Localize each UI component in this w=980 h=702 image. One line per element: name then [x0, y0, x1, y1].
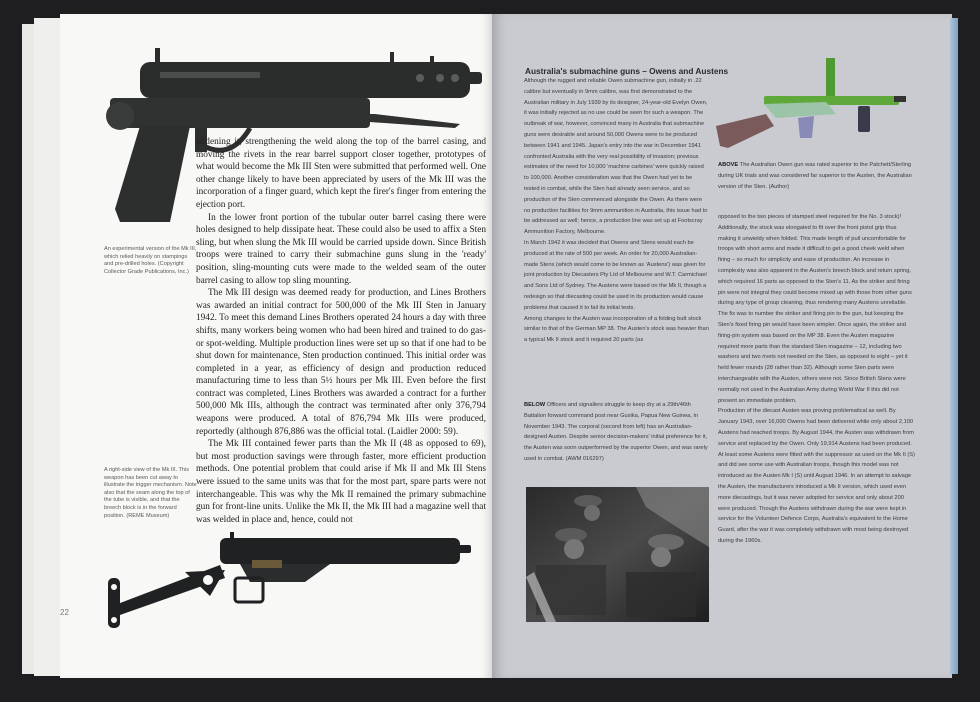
- mk3-sten-photo: [90, 530, 480, 630]
- body-paragraph: In March 1942 it was decided that Owens and Stens would each be produced at the rate of 500 per week. An order for 20,000 Australian-made Stens (which would come to be known as 'Austens') was given for joint production by Diecasters Pty Ltd of Melbourne and W.T. Carmichael and Sons Ltd of Sydney. The Austens were based on the Mk II, though a redesign so that diecasting could be used in its production would cause problems that caused it to fail its initial tests.: [524, 239, 707, 311]
- body-paragraph: In the lower front portion of the tubular outer barrel casing there were holes designed to help dissipate heat. These could also be used to affix a Sten sling, but when slung the Mk III would be carried upside down. Since British troops were trained to carry their submachine guns slung in the 'ready' position, sling-mounting cuts were made to the welded seam of the outer barrel casing to allow top sling mounting.: [196, 212, 486, 286]
- body-paragraph: At least some Austens were fitted with the suppressor as used on the Mk II (S) and did see some use with Australian troops, though this model was not introduced as the Austen Mk I (S) until August 1946. In an attempt to salvage the Austen, the manufacturers introduced a Mk II version, which used even more diecastings, but it was never adopted for service and only about 200 were produced. Though the Austens withdrawn during the war were kept in service for the Volunteer Defence Corps, Australia's equivalent to the Home Guard, after the war it was completely withdrawn with most being destroyed during the 1960s.: [718, 451, 915, 544]
- soldiers-command-post-photo: [526, 487, 709, 622]
- page-number: 22: [60, 608, 69, 617]
- body-paragraph: Although the rugged and reliable Owen submachine gun, initially in .22 calibre but eventually in 9mm calibre, was first demonstrated to the Australian military in July 1939 by its designer, 24-year-old Evelyn Owen, it was initially rejected as no use could be seen for such a weapon. The outbreak of war, however, convinced many in Australia that submachine guns were desirable and around 50,000 Owens were to be produced between 1941 and 1945. Japan's entry into the war in December 1941 confronted Australia with the very real possibility of invasion; previous estimates of the need for 10,000 'machine carbines' were quickly raised to 100,000. Another consideration was that the Owen had yet to be tested in combat, while the Sten had already seen service, and so production of the Sten commenced alongside the Owen. As there were no production facilities for 9mm ammunition in Australia, this issue had to be addressed as well; hence, a production line was set up at Footscray Ammunition Factory, Melbourne.: [524, 78, 708, 236]
- caption-below: [524, 400, 709, 465]
- body-paragraph: Production of the diecast Austen was proving problematical as well. By January 1943, over 16,000 Owens had been delivered while only about 2,100 Austens had reached troops. By August 1944, the Austen was withdrawn from service and replaced by the Owen. Only 19,914 Austens had been produced.: [718, 408, 915, 447]
- page-edge: [950, 18, 958, 674]
- body-paragraph: The Mk III contained fewer parts than the Mk II (48 as opposed to 69), but most production savings were through faster, more efficient production methods. One potential problem that could arise if Mk II and Mk III Stens were issued to the same units was that for the most part, spare parts were not interchangeable. This was why the Mk II remained the primary submachine gun for front-line units. Unlike the Mk II, the Mk III had a magazine well that was welded in place and, hence, could not: [196, 439, 486, 525]
- body-paragraph: The Mk III design was deemed ready for production, and Lines Brothers was awarded an initial contract for 500,000 of the Mk III Sten in January 1942. To meet this demand Lines Brothers operated 24 hours a day with three shifts, many workers being women who had been hired and trained to do gas- or spot-welding. Multiple production lines were set up so that if one had to be shut down for maintenance, Sten production continued. This initial order was completed in a year, as efficiency of design and production reduced manufacturing time to less than 5½ hours per Mk III. Even before the first contract was completed, Lines Brothers was awarded a contract for a further 500,000 Mk IIIs, although the contract was terminated after only 376,794 weapons were produced. A total of 876,794 Mk IIIs were produced, reportedly (although 876,886 was the official total. (Laidler 2000: 59).: [196, 288, 486, 437]
- caption-lead: ABOVE: [718, 162, 739, 168]
- right-col2-text: [718, 212, 916, 547]
- owen-gun-photo: [716, 56, 911, 156]
- caption-text: Officers and signallers struggle to keep dry at a 29th/46th Battalion forward command post near Gusika, Papua New Guinea, in November 1943. The corporal (second from left) has an Australian-designed Austen. Despite senior decision-makers' initial preference for it, the Austen was soon outperformed by the superior Owen, and was rarely used in combat. (AWM 016297): [524, 402, 708, 462]
- caption-text: The Australian Owen gun was rated superior to the Patchett/Sterling during UK trials and was considered far superior to the Austen, the Australian version of the Sten. (Author): [718, 162, 912, 190]
- caption-mk3-cutaway: A right-side view of the Mk III. This weapon has been cut away to illustrate the trigger mechanism. Note also that the seam along the top of the tube is visible, and that the breech block is in the forward position. (REME Museum): [104, 467, 197, 519]
- sidebar-heading: Australia's submachine guns – Owens and Austens: [525, 66, 729, 76]
- left-body-text: [196, 136, 486, 526]
- body-paragraph: widening it, strengthening the weld along the top of the barrel casing, and moving the rivets in the rear barrel support closer together, prototypes of what would become the Mk III Sten were submitted that performed well. One other change likely to have been appreciated by users of the Mk III was the incorporation of a finger guard, which kept the firer's finger from entering the ejection port.: [196, 137, 486, 210]
- caption-lead: BELOW: [524, 402, 546, 408]
- caption-experimental-mk3: An experimental version of the Mk III, which relied heavily on stampings and pre-drilled holes. (Copyright Collector Grade Publications, Inc.): [104, 246, 197, 275]
- right-col1-text: [524, 76, 709, 346]
- caption-above: [718, 160, 916, 192]
- body-paragraph: Among changes to the Austen was incorporation of a folding butt stock similar to that of the German MP 38. The Austen's stock was heavier than a typical Mk II stock and it required 20 parts (as: [524, 315, 709, 344]
- body-paragraph: opposed to the two pieces of stamped steel required for the No. 3 stock)! Additionally, the stock was elongated to fit over the front pistol grip thus making it unwieldy when folded. This made length of pull uncomfortable for troops with short arms and made it difficult to get a good cheek weld when firing – so much for simplicity and ease of production. An increase in complexity was also apparent in the Austen's breech block and return spring, which required 16 parts as opposed to the Sten's 11. As the striker and firing pin were not integral they could become mixed up with those from other guns during any type of group cleaning, thus rendering many Austens unreliable. The fix was to number the striker and firing pin to the gun, but keeping the Sten's fixed firing pin would have been simpler. Once again, the striker and firing-pin system was based on the MP 38. Even the Austen magazine required more parts than the standard Sten magazine – 12, including two washers and two rivets not needed on the Sten, as opposed to eight – yet it held fewer rounds (28 rather than 32). Although some Sten parts were interchangeable with the Austen, others were not. Since British Stens were normally not used in the Australian Army during World War II this did not present an immediate problem.: [718, 214, 912, 404]
